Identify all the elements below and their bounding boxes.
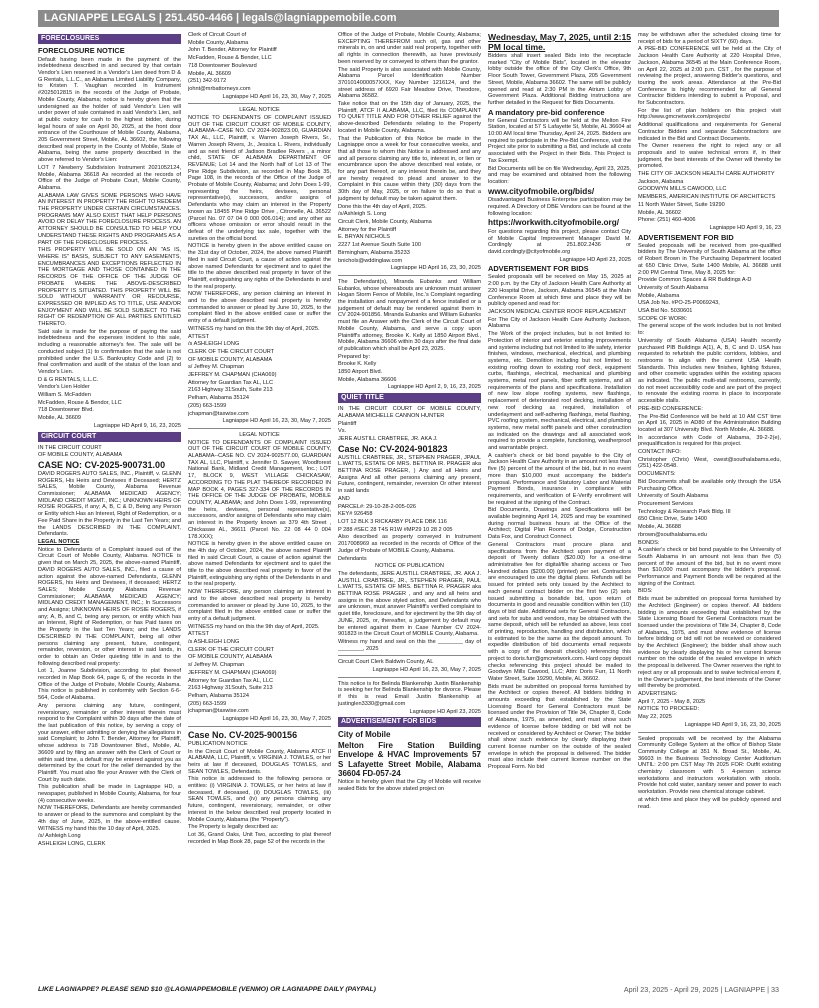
notice-paragraph: Witness my hand and seal on this the ________ day of ________, 2025 (338, 638, 481, 652)
notice-paragraph: GOODWYN MILLS CAWOOD, LLC (638, 186, 727, 193)
publication-dates: Lagniappe HD April 9, 16, 23, 30, 2025 (684, 721, 781, 728)
notice-paragraph: 2227 1st Avenue South Suite 100 (338, 242, 421, 249)
deadline-text: Wednesday, May 7, 2025, until 2:15 PM local time. (488, 32, 631, 52)
column-5 (638, 32, 781, 976)
notice-paragraph: Clerk of Circuit Court of (188, 32, 247, 38)
notice-paragraph: AND (338, 495, 350, 502)
notice-paragraph: ATTEST (188, 631, 210, 638)
notice-paragraph: at which time and place they will be publicly opened and read. (638, 796, 781, 810)
notice-paragraph: Birmingham, Alabama 35233 (338, 249, 410, 256)
notice-paragraph: University of South Alabama (638, 284, 709, 291)
notice-paragraph: That the Publication of this Notice be made in the Lagniappe once a week for four consecutive weeks, and that all those to whom this Notice is addressed and any and all persons claiming any title to, interest in, or lien or encumbrance upon the above described real estate, or for any part thereof, or any interest therein be, and they are hereby required to plead and answer to the Complaint in this cause within thirty (30) days from the 30th day of May, 2025, or on failure to do so that a judgment by default may be taken against them. (338, 135, 481, 202)
notice-paragraph: Mobile, AL 36609 (38, 415, 82, 422)
case-number: Case No: CV-2024-901823 (338, 443, 448, 454)
notice-paragraph: DOCUMENTS: (638, 471, 676, 478)
notice-paragraph: Default having been made in the payment of the indebtedness described in and secured by that certain Vendor's Lien reserved in a Vendor's Lien deed from D & G Rentals, L.L.C., an Alabama Limited Liability Company, to Kristen T. Vaughan recorded in Instrument #2025012815 in the records of the Judge of Probate, Mobile County, Alabama; notice is hereby given that the undersigned as the holder of said Vendor's Lien will under power of sale contained in said Vendor's Lien, sell at public outcry for cash to the highest bidder, during legal hours of sale on April 30, 2025, at the front door entrance of the Courthouse of Mobile County, Alabama, 205 Government Street, Mobile, AL 36602, the following described real property in the County of Mobile, State of Alabama, being the same property described in the above referred to Vendor's Lien: (38, 56, 181, 164)
notice-paragraph: Sealed proposals will be received from pre-qualified bidders by The University of South Alabama at the office of Robert Brown in The Purchasing Department located at 650 Clinic Drive, Suite 1400 Mobile, AL 36688 until 2:00 PM Central Time, May 8, 2025 for: (638, 242, 781, 276)
notice-paragraph: Attorney for Guardian Tax AL, LLC (188, 379, 274, 386)
notice-paragraph: Vendor's Lien Holder (38, 384, 90, 391)
notice-divider (188, 428, 331, 429)
notice-paragraph: LOT 12 BLK 3 RICKARBY PLACE DBK 116 (338, 519, 447, 525)
notice-paragraph: Brooke K. Kelly (338, 361, 377, 368)
notice-paragraph: Mobile, Alabama (638, 292, 680, 299)
notice-paragraph: Prepared by: (338, 353, 371, 360)
notice-paragraph: Mobile, AL 36609 (188, 70, 232, 77)
notice-paragraph: 2163 Highway 31South, Suite 213 (188, 387, 273, 394)
notice-paragraph: for General Contractors will be held at the Melton Fire Station, located at 57 S Lafayette St, Mobile, AL 36604 at 10:00 AM local time Thursday, April 24, 2025. Bidders are required to participate in the Pre-Bid Conference, visit the Project site prior to submitting a Bid, and include all costs associated with the Project in their Bids. This Project is Tax Exempt. (488, 117, 631, 164)
notice-paragraph: NOTICE TO PROCEED: (638, 706, 700, 713)
notice-paragraph: ADVERTISING: (638, 690, 678, 697)
footer-date-page: April 23, 2025 - April 29, 2025 | LAGNIAPPE | 33 (623, 985, 779, 994)
column-4 (488, 32, 631, 976)
notice-paragraph: BIDS: (638, 588, 653, 595)
notice-paragraph: s/ Jeffrey M. Chapman (188, 662, 245, 669)
notice-paragraph: OF MOBILE COUNTY, ALABAMA (188, 356, 273, 363)
publication-dates: Lagniappe HD April 9, 16, 23 (709, 224, 781, 231)
notice-paragraph: The Defendant(s), Miranda Eubanks and William Eubanks, whose whereabouts are unknown must answer Hogan Storm Fence of Mobile, Inc.'s Complaint regarding the installation and nonpayment of a fence installed or a judgement of default may be rendered against them in CV 2024-901856. Miranda Eubanks and William Eubanks must file an Answer with the Clerk of the Circuit Court of Mobile County, Alabama, and serve a copy upon Plaintiff's attorney, Brooke K. Kelly at 1850 Airport Blvd., Mobile, Alabama 36606 within 30 days after the final date of publication which shall be April 23, 2025. (338, 278, 481, 352)
notice-paragraph: April 7, 2025 - May 8, 2025 (638, 698, 706, 705)
notice-paragraph: Sealed proposals will be received by the Alabama Community College System at the office of Bishop State Community College at 351 N. Broad St., Mobile, AL 36603 in the Business Technology Center Auditorium UNTIL: 2:00 pm CST May 7th 2025 FOR: Outfit existing chemistry classroom with 5 4-person science workstations and instructors workstation with stools. Provide hot cold water, sanitary sewer and power to each workstation. Provide new chemical storage cabinet. (638, 735, 781, 796)
notice-paragraph: Attorney for the Plaintiff (338, 226, 397, 233)
publication-dates: Lagniappe HD April 2, 9, 16, 23, 2025 (387, 384, 481, 391)
notice-paragraph: Notice is hereby given that the City of Mobile will receive sealed Bids for the above stated project on (338, 779, 481, 793)
notice-paragraph: IN THE CIRCUIT COURT (38, 444, 102, 451)
section-header: FORECLOSURES (38, 34, 181, 44)
notice-paragraph: University of South Alabama (638, 493, 709, 500)
notice-paragraph: NOW THEREFORE, any person claiming an interest in and to the above described real property is hereby commanded to answer or plead by June 10, 2025, to the complaint filed in the above entitled case or suffer the entry of a default judgment. (188, 589, 331, 622)
notice-paragraph: Notice to Defendants of a Complaint issued out of the Circuit Court of Mobile County, Alabama. NOTICE is given that on March 25, 2025, the above-named Plaintiff, DAVID ROGERS AUTO SALES, INC., filed a cause of action against the above-named Defendants, GLENN ROGERS, his Heirs and Devisees, if deceased; HERTZ SALES; Mobile County Alabama Revenue Commissioner; ALABAMA MEDICAID AGENCY; MIDLAND CREDIT MANAGEMENT, INC.; In Successors and Assigns; UNKNOWN HEIRS OF ROSIE ROGERS, if any; A, B, and C, being any person, or entity which has an Interest, Right of Redemption, or has Paid taxes on the Property in the last Ten Years; and the LANDS DESCRIBED IN THE COMPLAINT, being all other persons claiming any present, future, contingent, remainder, reversion, or other interest in said lands, in order to obtain an Order quieting title in and to the following described real property: (38, 546, 181, 667)
notice-paragraph: D & G RENTALS, L.L.C. (38, 376, 99, 383)
notice-paragraph: Bid Documents will be on file Wednesday, April 23, 2025, and may be examined and obtained from the following location: (488, 165, 631, 185)
publication-dates: Lagniappe HD April 16, 23, 30, May 7, 2025 (222, 93, 331, 100)
notice-paragraph: /s/Ashleigh S. Long (338, 211, 387, 218)
notice-paragraph: OF MOBILE COUNTY, ALABAMA (188, 654, 273, 661)
notice-divider (338, 275, 481, 276)
notice-paragraph: Phone: (251) 460-4006 (638, 217, 696, 224)
notice-divider (638, 732, 781, 733)
publication-dates: Lagniappe HD April 16, 23, 30, May 7, 2025 (222, 418, 331, 425)
notice-paragraph: BONDS: (638, 539, 660, 546)
notice-paragraph: Take notice that on the 15th day of January, 2025, the Plaintiff, ATCF II ALABAMA, LLC, filed its COMPLAINT TO QUIET TITLE AND FOR OTHER RELIEF against the above-described Defendants relating to the Property located in Mobile County, Alabama. (338, 101, 481, 134)
notice-paragraph: The Pre-Bid Conference will be held at 10 AM CST time on April 16, 2025 in AD80 of the Administration Building located at 307 University Blvd. North Mobile, AL 36688. (638, 413, 781, 433)
notice-paragraph: /s ASHLEIGH LONG (188, 639, 240, 646)
notice-paragraph: (205) 663-1599 (188, 700, 227, 707)
notice-paragraph: NOTICE is hereby given in the above entitled cause on the 31st day of October, 2024, the above named Plaintiff filed in said Circuit Court, a cause of action against the above named Defendants for ejectment and to quiet the title to the above described real property in favor of the Plaintiff, extinguishing any rights of the Defendants in and to the real property. (188, 243, 331, 290)
notice-paragraph: Office of the Judge of Probate, Mobile County, Alabama; EXCEPTING THEREFROM such oil, gas and other minerals in, on and under said real property, together with all rights in connection therewith, as have previously been reserved by or conveyed to others than the grantor. (338, 32, 481, 65)
notice-paragraph: The said Property is also associated with Mobile County, Alabama Parcel Identification Number 3701014000057XXX, Key Number 1216124, and the street address of 6920 Fair Meadow Drive, Theodore, Alabama 36582. (338, 66, 481, 100)
notice-paragraph: This notice is addressed to the following persons or entities: (i) VIRGINIA J. TOWLES, or her heirs at law if deceased, if deceased, (ii) DOUGLAS TOWLES, (iii) SEAN TOWLES, and (iv) any persons claiming any future, contingent, reversionary, remainder, or other interest in the below described real property located in Mobile County, Alabama (the "Property"). (188, 776, 331, 823)
notice-paragraph: 11 North Water Street, Suite 19290 (638, 201, 725, 208)
notice-paragraph: Procurement Services (638, 501, 694, 507)
notice-paragraph: SCOPE OF WORK: (638, 315, 688, 322)
notice-paragraph: Lot 1, Joanne Subdivision, according to plat thereof recorded in Map Book 64, page 6, of the records in the Office of the Judge of Probate, Mobile County, Alabama. This notice is published in conformity with Section 6-6-564, Code of Alabama. (38, 668, 181, 702)
notice-paragraph: Vs. (338, 428, 347, 435)
notice-paragraph: Mobile, AL 36688 (638, 524, 682, 531)
notice-paragraph: JEFFREY M. CHAPMAN (CHA069) (188, 669, 277, 676)
notice-paragraph: Jackson, Alabama (638, 178, 684, 185)
notice-paragraph: Technology & Research Park Bldg. III (638, 508, 731, 515)
notice-paragraph: Done this the 4th day of April, 2025. (338, 203, 427, 210)
notice-paragraph: For questions regarding this project, please contact City of Mobile Capital Improvement Manager David M. Cordingly at 251.802.2436 or david.cordingly@cityofmobile.org (488, 228, 631, 256)
notice-paragraph: Circuit Clerk, Mobile County, Alabama (338, 218, 432, 225)
notice-paragraph: General Contractors must procure plans and specifications from the Architect upon payment of a deposit of Twenty dollars ($20.00) for a one-time administrative fee for digital/file sharing access or Two Hundred dollars ($200.00) (printed) per set. Contractors are encouraged to use the digital plans. Refunds will be issued for printed sets only issued by the Architect to each general contract bidder on the first two (2) sets issued submitting a bonafide bid, upon return of documents in good and reusable condition within ten (10) days of bid date. Additional sets for General Contractors, and sets for subs and vendors, may be obtained with the same deposit, which will be refunded as above, less cost of printing, reproduction, handling and distribution, which is estimated to be the same as the deposit amount. To expedite distribution of bid documents email requests with a copy of the deposit check(s) referencing this project to doris.furr@gmcnetwork.com. Hard copy deposit checks referencing this project should be mailed to Goodwyn Mills Cawood, LLC; Attn: Doris Furr, 11 North Water Street, Suite 19290, Mobile, AL 36602. (488, 541, 631, 682)
notice-paragraph: Mobile, AL 36602 (638, 209, 682, 216)
notice-paragraph: JACKSON MEDICAL CENTER ROOF REPLACEMENT (488, 308, 627, 315)
notice-divider (338, 677, 481, 678)
ad-title: ADVERTISEMENT FOR BIDS (488, 264, 589, 274)
notice-paragraph: Sealed proposals will be received on May 15, 2025 at 2:00 p.m. by the City of Jackson Health Care Authority at 220 Hospital Drive, Jackson, Alabama 36545 at the Main Conference Room at which time and place they will be publicly opened and read for: (488, 274, 631, 308)
centered-heading: LEGAL NOTICE (239, 107, 280, 114)
notice-paragraph: AUSTILL CRABTREE, JR., STEPHEN PRAGER, JPAUL L.WATTS, ESTATE OF MRS. BETTINA IR. PRAGER aka BETTINA ROSE PRAGER, ) Any and all Heirs and Assigns And all other persons claiming any present, Future, contingent, remainder, reversion Or other interest in said lands (338, 454, 481, 495)
notice-paragraph: USA Bid No. 5030601 (638, 308, 693, 315)
notice-paragraph: IN THE CIRCUIT COURT OF MOBILE COUNTY, ALABAMA MICHELLE CANNON HUNTER (338, 406, 481, 419)
case-number: CASE NO: CV-2025-900731.00 (38, 459, 166, 470)
notice-divider (338, 655, 481, 656)
notice-paragraph: A cashier's check or bid bond payable to the City of Jackson Health Care Authority in an amount not less than five (5) percent of the amount of the bid, but in no event more than $10,000 must accompany the bidder's proposal. Performance and Statutory Labor and Material Payment Bonds, insurance in compliance with requirements, and verification of E-Verify enrollment will be required at the signing of the Contract. (488, 452, 631, 506)
notice-paragraph: A PRE-BID CONFERENCE will be held at the City of Jackson Health Care Authority at 220 Hospital Drive, Jackson, Alabama 36545 at the Main Conference Room, on April 22, 2025 at 2:00 p.m. CST , for the purpose of reviewing the project, answering Bidder's questions, and touring the work areas. Attendance at the Pre-Bid Conference is highly recommended for all General Contractor Bidders intending to submit a Proposal, and for Subcontractors. (638, 46, 781, 107)
notice-paragraph: WITNESS my hand on this the 9th day of April, 2025. (188, 325, 320, 332)
page-header (38, 10, 779, 27)
notice-paragraph: johnt@mrbattorneys.com (188, 85, 251, 92)
notice-paragraph: /s ASHLEIGH LONG (188, 341, 240, 348)
notice-paragraph: USA Job No. #PO-25-P0069243, (638, 300, 720, 307)
notice-paragraph: Bid Documents shall be available only through the USA Purchasing Office. (638, 478, 781, 492)
web-address: https://workwith.cityofmobile.org/ (488, 218, 619, 228)
notice-paragraph: Plaintiff (338, 420, 357, 427)
notice-paragraph: bnichols@wddinglaw.com (338, 257, 403, 264)
publication-dates: Lagniappe HD April 16, 23, 30, May 7, 2025 (372, 667, 481, 674)
notice-paragraph: E. BRYAN NICHOLS (338, 234, 391, 241)
notice-paragraph: Circuit Court Clerk Baldwin County, AL (338, 659, 434, 666)
notice-paragraph: Mobile, Alabama 36606 (338, 376, 397, 383)
web-address: www.cityofmobile.org/bids/ (488, 186, 595, 196)
notice-paragraph: Pelham, Alabama 35124 (188, 395, 249, 402)
notice-paragraph: 718 Downtowner Boulevard (188, 62, 257, 69)
notice-paragraph: Pelham, Alabama 35124 (188, 692, 249, 699)
notice-paragraph: NOW THEREFORE, Defendants are hereby commanded to answer or plead to the summons and complaint by the 4th day of June, 2025, in the above-entitled cause. WITNESS my hand this the 10 day of April, 2025. (38, 805, 181, 832)
notice-paragraph: s/ Jeffrey M. Chapman (188, 364, 245, 371)
notice-paragraph: may be withdrawn after the scheduled closing time for receipt of bids for a period of SIXTY (60) days. (638, 32, 781, 45)
notice-paragraph: CLERK OF THE CIRCUIT COURT (188, 646, 275, 653)
notice-paragraph: Bids must be submitted on proposal forms furnished by the Architect (Engineer) or copies thereof. All bidders bidding in amounts exceeding that established by the State Licensing Board for General Contractors must be licensed under the provisions of Title 34, Chapter 8, Code of Alabama, 1975, and must show evidence of license before bidding or bid will not be received or considered by the Architect (Engineer); the bidder shall show such evidence by clearly displaying his or her current license number on the outside of the sealed envelope in which the proposal is delivered. The Owner reserves the right to reject any or all proposals and to waive technical errors if, in the Owner's judgement, the best interests of the Owner will thereby be promoted. (638, 596, 781, 690)
notice-paragraph: Bid Documents, Drawings and Specifications will be available beginning April 14, 2025 and may be examined during normal business hours at the Office of the Architect; Digital Plan Rooms of Dodge, Construction Data Fox, and Construct Connect. (488, 507, 631, 541)
notice-paragraph: JERE AUSTILL CRABTREE, JR. AKA J. (338, 435, 438, 442)
notice-paragraph: Additional qualifications and requirements for General Contractor Bidders and separate Subcontractors are indicated in the Bid and Contract Documents. (638, 122, 781, 142)
publication-dates: Lagniappe HD April 23, 2025 (559, 256, 631, 263)
notice-paragraph: May 22, 2025 (638, 714, 672, 721)
notice-paragraph: The Work of the project includes, but is not limited to: Protection of interior and exterior existing improvements and systems including but not limited to life safety, interior finishes, windows, mechanical, electrical, and plumbing systems, etc. Demolition including but not limited to: existing roofing down to existing roof deck, equipment curbs, flashings, electrical, mechanical and plumbing systems, metal roof panels, fiber soffit systems, and all requirements of the plans and specifications. Installation of new low slope roofing systems, new flashings, replacement of deteriorated roof decking, installation of new roof decking as required, installation of underlayment and self-adhering flashings, metal flashing, PVC roofing system, mechanical, electrical, and plumbing systems, new metal soffit panels and other construction as indicated on the drawings and all associated work required to provide a complete, functioning, weatherproof and warrantable project. (488, 331, 631, 452)
notice-paragraph: NOTICE TO DEFENDANTS OF COMPLAINT ISSUED OUT OF THE CIRCUIT COURT OF MOBILE COUNTY, ALABAMA--CASE NO. CV 2024-902577.00, GUARDIAN TAX AL, LLC, Plaintiff, v. Jennifer D. Sawyer, Woodforest National Bank, Midland Credit Management, Inc.; LOT 17, BLOCK 9, WEST VILLAGE CHICKASAW, ACCORDING TO THE PLAT THEREOF RECORDED IN MAP BOOK 4, PAGES 327-334 OF THE RECORDS IN THE OFFICE OF THE JUDGE OF PROBATE, MOBILE COUNTY, ALABAMA; and John Does 1-99, representing the heirs, devisees, personal representative(s), successors, and/or assigns of Defendants who may claim an interest in the Property known as 379 4th Street , Chickasaw AL, 36611 (Parcel No. 22 08 44 0 004 178.XXX); (188, 439, 331, 540)
notice-paragraph: Defendants (338, 555, 367, 562)
notice-paragraph: This publication shall be made in Lagniappe HD, a newspaper, published in Mobile County, Alabama, for four (4) consecutive weeks. (38, 784, 181, 804)
notice-paragraph: Also described as property conveyed in Instrument 2017008969 as recorded in the records of Office of the Judge of Probate of MOBILE County, Alabama. (338, 534, 481, 554)
notice-paragraph: ASHLEIGH LONG, CLERK (38, 840, 106, 847)
notice-paragraph: P 288 #SEC 28 T4S R1W #MP29 10 28 2 005 (338, 526, 453, 533)
notice-paragraph: In accordance with Code of Alabama, 39-2-2(e), prequalification is required for this project. (638, 434, 781, 448)
notice-paragraph: Bidders shall insert sealed Bids into the receptacle marked "City of Mobile Bids", located in the elevator lobby outside the office of the City Clerk's Office, 9th Floor South Tower, Government Plaza, 205 Government Street, Mobile, Alabama 36602. The same will be publicly opened and read at 2:30 PM in the Atrium Lobby of Government Plaza. Additional Bidding instructions are further detailed in the Request for Bids Documents. (488, 53, 631, 106)
notice-paragraph: Any persons claiming any future, contingent, reversionary, remainder or other interest therein must respond to the Complaint within 30 days after the date of the last publication of this notice, by serving a copy of your answer, either admitting or denying the allegations in said Complaint; to John T. Bender, Attorney for Plaintiff, whose address is 718 Downtowner Blvd., Mobile, AL 36609 and by filing an answer with the Clerk of Court or within said time, a default may be entered against you as determined by the court for the relief demanded by the Plaintiff. You must also file your Answer with the Clerk of Court by such date. (38, 702, 181, 783)
footer-donation-text: LIKE LAGNIAPPE? PLEASE SEND $10 @LAGNIAPPEMOBILE (VENMO) OR LAGNIAPPE DAILY (PAYPAL) (38, 986, 376, 993)
notice-paragraph: 650 Clinic Drive, Suite 1400 (638, 516, 708, 523)
publication-dates: Lagniappe HD April 16, 23, 30, 2025 (390, 265, 481, 272)
underlined-heading: LEGAL NOTICE (38, 539, 80, 545)
notice-paragraph: The Property is legally described as: (188, 824, 279, 831)
notice-paragraph: Said sale is made for the purpose of paying the said indebtedness and the expenses incident to this sale, including a reasonable attorney's fee. The sale will be conducted subject (1) to confirmation that the sale is not prohibited under the U.S. Bankruptcy Code and (2) to final confirmation and audit of the status of the loan and Vendor's Lien. (38, 328, 181, 375)
notice-title: FORECLOSURE NOTICE (38, 46, 125, 55)
ad-title: ADVERTISEMENT FOR BID (638, 232, 734, 242)
notice-paragraph: 2163 Highway 31South, Suite 213 (188, 685, 273, 692)
notice-paragraph: WITNESS my hand on this the 9th day of April, 2025. (188, 623, 320, 630)
notice-paragraph: CONTACT INFO: (638, 449, 681, 456)
notice-paragraph: MEMBERS, AMERICAN INSTITUTE OF ARCHITECTS (638, 194, 776, 201)
notice-paragraph: Attorney for Guardian Tax AL, LLC (188, 677, 274, 684)
page-footer (38, 983, 779, 997)
notice-paragraph: This notice is for Belinda Blankenship Justin Blankenship is seeking her for Belinda Blankenship for divorce. Please if this is read Email Justin Blankenship at justinglen3330@gmail.com (338, 680, 481, 707)
notice-paragraph: jchapman@taxwise.com (188, 708, 249, 715)
notice-divider (188, 726, 331, 727)
notice-paragraph: NOTICE TO DEFENDANTS OF COMPLAINT ISSUED OUT OF THE CIRCUIT COURT OF MOBILE COUNTY, ALABAMA--CASE NO. CV 2024-902823.00, GUARDIAN TAX AL, LLC, Plaintiff, v. Warren Joseph Rivers, Sr., Warren Joseph Rivers, Jr., Jessica L. Rivers, individually and as next friend of Jadison Bradlee Rivers , a minor child, STATE OF ALABAMA DEPARTMENT OF REVENUE; Lot 14 and the North half of Lot 13 of The Pine Ridge Subdivision, as recorded in Map Book 35, Page 108, in the records of the Office of the Judge of Probate of Mobile County, Alabama; and John Does 1-99, representing the heirs, devisees, personal representative(s), successors, and/or assigns of Defendants who may claim an interest in the Property known as 18455 Pine Ridge Drive , Citronelle, AL 36522 (Parcel No. 07 07 04 0 000 006.014); and any other as officers whose omission or error should result in the defeat of the underlying tax sale, together with the sureties on the official bond. (188, 115, 331, 242)
notice-paragraph: THE CITY OF JACKSON HEALTH CARE AUTHORITY (638, 171, 775, 178)
notice-paragraph: 1850 Airport Blvd. (338, 369, 383, 376)
notice-paragraph: /s/ Ashleigh Long (38, 833, 81, 840)
notice-paragraph: McFadden, Rouse & Bendor, LLC (38, 399, 122, 406)
header-text: LAGNIAPPE LEGALS | 251.450-4466 | legals@lagniappemobile.com (44, 12, 397, 24)
notice-paragraph: PUBLICATION NOTICE (188, 740, 248, 747)
notice-paragraph: NOW THEREFORE, any person claiming an interest in and to the above described real property is hereby commanded to answer or plead by June 10, 2025, to the complaint filed in the above entitled case or suffer the entry of a default judgment. (188, 291, 331, 325)
section-header: ADVERTISEMENT FOR BIDS (338, 717, 481, 727)
notice-paragraph: THIS PROPERTY WILL BE SOLD ON AN "AS IS, WHERE IS" BASIS, SUBJECT TO ANY EASEMENTS, ENCUMBRANCES AND EXCEPTIONS REFLECTED IN THE MORTGAGE AND THOSE CONTAINED IN THE RECORDS OF THE OFFICE OF THE JUDGE OF PROBATE WHERE THE ABOVE-DESCRIBED PROPERTY IS SITUATED. THIS PROPERTY WILL BE SOLD WITHOUT WARRANTY OR RECOURSE, EXPRESSED OR IMPLIED AS TO TITLE, USE AND/OR ENJOYMENT AND WILL BE SOLD SUBJECT TO THE RIGHT OF REDEMPTION OF ALL PARTIES ENTITLED THERETO. (38, 247, 181, 328)
notice-paragraph: William S. McFadden (38, 392, 91, 399)
notice-paragraph: PRE-BID CONFERENCE: (638, 405, 703, 412)
publication-dates: Lagniappe HD April 9, 16, 23, 2025 (93, 422, 181, 429)
notice-paragraph: A cashier's check or bid bond payable to the University of South Alabama in an amount not less than five (5) percent of the amount of the bid, but in no event more than $10,000 must accompany the bidder's proposal. Performance and Payment Bonds will be required at the signing of the Contract. (638, 547, 781, 587)
notice-divider (188, 103, 331, 104)
notice-paragraph: For The City of Jackson Health Care Authority Jackson, Alabama (488, 316, 631, 330)
notice-paragraph: CLERK OF THE CIRCUIT COURT (188, 348, 275, 355)
publication-dates: Lagniappe HD April 16, 23, 30, May 7, 2025 (222, 716, 331, 723)
centered-heading: LEGAL NOTICE (239, 431, 280, 438)
bid-heading: City of Mobile (338, 730, 391, 740)
bid-heading: Melton Fire Station Building Envelope & HVAC Improvements 57 S Lafayette Street Mobile, Alabama 36604 FD-057-24 (338, 740, 481, 778)
section-header: QUIET TITLE (338, 393, 481, 403)
column-1 (38, 32, 181, 976)
column-2 (188, 32, 331, 976)
notice-paragraph: The Owner reserves the right to reject any or all proposals and to waive technical errors if, in their judgment, the best interests of the Owner will thereby be promoted. (638, 143, 781, 170)
notice-paragraph: For the list of plan holders on this project visit http://www.gmcnetwork.com/projects/ (638, 107, 781, 121)
case-number: Case No. CV-2025-900156 (188, 729, 298, 740)
notice-paragraph: 718 Downtowner Blvd. (38, 407, 94, 414)
notice-paragraph: Disadvantaged Business Enterprise participation may be required. A Directory of DBE Vendors can be found at the following location: (488, 197, 631, 217)
notice-paragraph: The general scope of the work includes but is not limited to: (638, 323, 781, 337)
highlight-text: A mandatory pre-bid conference (488, 107, 605, 117)
notice-paragraph: LOT 7 Newberry Subdivision Instrument 2021052124, Mobile, Alabama 36618 As recorded at the records of Office of the Judge of Probate Court, Mobile County, Alabama. (38, 164, 181, 191)
notice-paragraph: KEY# 926458 (338, 511, 373, 518)
notice-paragraph: ALABAMA LAW GIVES SOME PERSONS WHO HAVE AN INTEREST IN PROPERTY THE RIGHT TO REDEEM THE PROPERTY UNDER CERTAIN CIRCUMSTANCES. PROGRAMS MAY ALSO EXIST THAT HELP PERSONS AVOID OR DELAY THE FORECLOSURE PROCESS. AN ATTORNEY SHOULD BE CONSULTED TO HELP YOU UNDERSTAND THESE RIGHTS AND PROGRAMS AS A PART OF THE FORECLOSURE PROCESS. (38, 192, 181, 246)
notice-paragraph: (251) 342-9172 (188, 78, 227, 85)
notice-paragraph: NOTICE is hereby given in the above entitled cause on the 4th day of October, 2024, the above named Plaintiff filed in said Circuit Court, a cause of action against the above named Defendants for ejectment and to quiet the title to the above described real property in favor of the Plaintiff, extinguishing any rights of the Defendants in and to the real property. (188, 541, 331, 588)
notice-paragraph: JEFFREY M. CHAPMAN (CHA069) (188, 372, 277, 379)
notice-paragraph: Christopher (Chris) West, cwest@southalabama.edu, (251) 422-0548. (638, 456, 781, 470)
centered-heading: NOTICE OF PUBLICATION (375, 563, 444, 570)
notice-paragraph: OF MOBILE COUNTY, ALABAMA (38, 452, 123, 459)
notice-paragraph: McFadden, Rouse & Bender, LLC (188, 55, 272, 62)
notice-paragraph: PARCEL#: 29-10-28-2-005-026 (338, 503, 416, 510)
section-header: CIRCUIT COURT (38, 432, 181, 442)
notice-paragraph: Mobile County, Alabama (188, 39, 249, 46)
notice-paragraph: (205) 663-1599 (188, 402, 227, 409)
notice-paragraph: In the Circuit Court of Mobile County, Alabama ATCF II ALABAMA, LLC, Plaintiff, v. VIRGINIA J. TOWLES, or her heirs at law if deceased, DOUGLAS TOWLES, and SEAN TOWLES, Defendants. (188, 748, 331, 775)
notice-paragraph: The defendants, JERE AUSTILL CRABTREE, JR. AKA J. AUSTILL CRABTREE, JR., STEPHEN PRAGER, PAUL L.WATTS, ESTATE OF MRS. BETTINA R. PRAGER aka BETTINA ROSE PRAGER , and any and all heirs and assigns in the above styled action, and Defendants who are unknown, must answer Plaintiff's verified complaint to quiet title, foreclosure, and for ejectment by the 9th day of JUNE, 2025, or, thereafter, a judgement by default may be entered against them in Case Number CV 2024-901823 in the Circuit Court of MOBILE County, Alabama. (338, 570, 481, 638)
notice-paragraph: rbrown@southalabama.edu (638, 531, 707, 538)
publication-dates: Lagniappe HD April 23, 2025 (409, 708, 481, 715)
notice-paragraph: jchapman@taxwise.com (188, 410, 249, 417)
notice-paragraph: DAVID ROGERS AUTO SALES, INC., Plaintiff, v. GLENN ROGERS, His Heirs and Devisees if Deceased; HERTZ SALES, Mobile County, Alabama Revenue Commissioner; ALABAMA MEDICAID AGENCY; MIDLAND CREDIT MGMT., INC.; UNKNOWN HEIRS OF ROSIE ROGERS, if any; A, B, C & D, Being any Person or Entity which Has an Interest, Right of Redemption, or a Fee Paid Share in the Property in the Last Ten Years; and the LANDS DESCRIBED IN THE COMPLAINT, Defendants. (38, 470, 181, 538)
notice-paragraph: Bids must be submitted on proposal forms furnished by the Architect or copies thereof. All bidders bidding in amounts exceeding that established by the State Licensing Board for General Contractors must be licensed under the Provision of Title 34, Chapter 8, Code of Alabama, 1975, as amended, and must show such evidence of license before bidding or bid will not be received or considered by Architect or Owner; The bidder shall show such evidence by clearly displaying their current license number on the outside of the sealed envelope in which the proposal is delivered. The bidder must also include their current license number on the Proposal Form. No bid (488, 683, 631, 771)
notice-paragraph: John T. Bender, Attorney for Plaintiff (188, 47, 277, 54)
notice-paragraph: University of South Alabama (USA) Health recently purchased PIB Buildings A(1), A, B, C and D. USA has requested to refurbish the public corridors, lobbies, and restrooms to align with the current USA Health Standards. This includes new finishes, lighting fixtures, and other cosmetic upgrades within the existing spaces as indicated. The public multi-stall restrooms, currently, do not meet accessibility code and are part of the project to renovate the existing rooms in place to incorporate accessible stalls. (638, 337, 781, 405)
notice-paragraph: ATTEST (188, 333, 210, 340)
notice-paragraph: Lot 36, Grand Oaks, Unit Two, according to plat thereof recorded in Map Book 28, page 52 of the records in the (188, 831, 331, 845)
notice-paragraph: Provide Common Spaces & RR Buildings A-D (638, 277, 752, 284)
column-3 (338, 32, 481, 976)
